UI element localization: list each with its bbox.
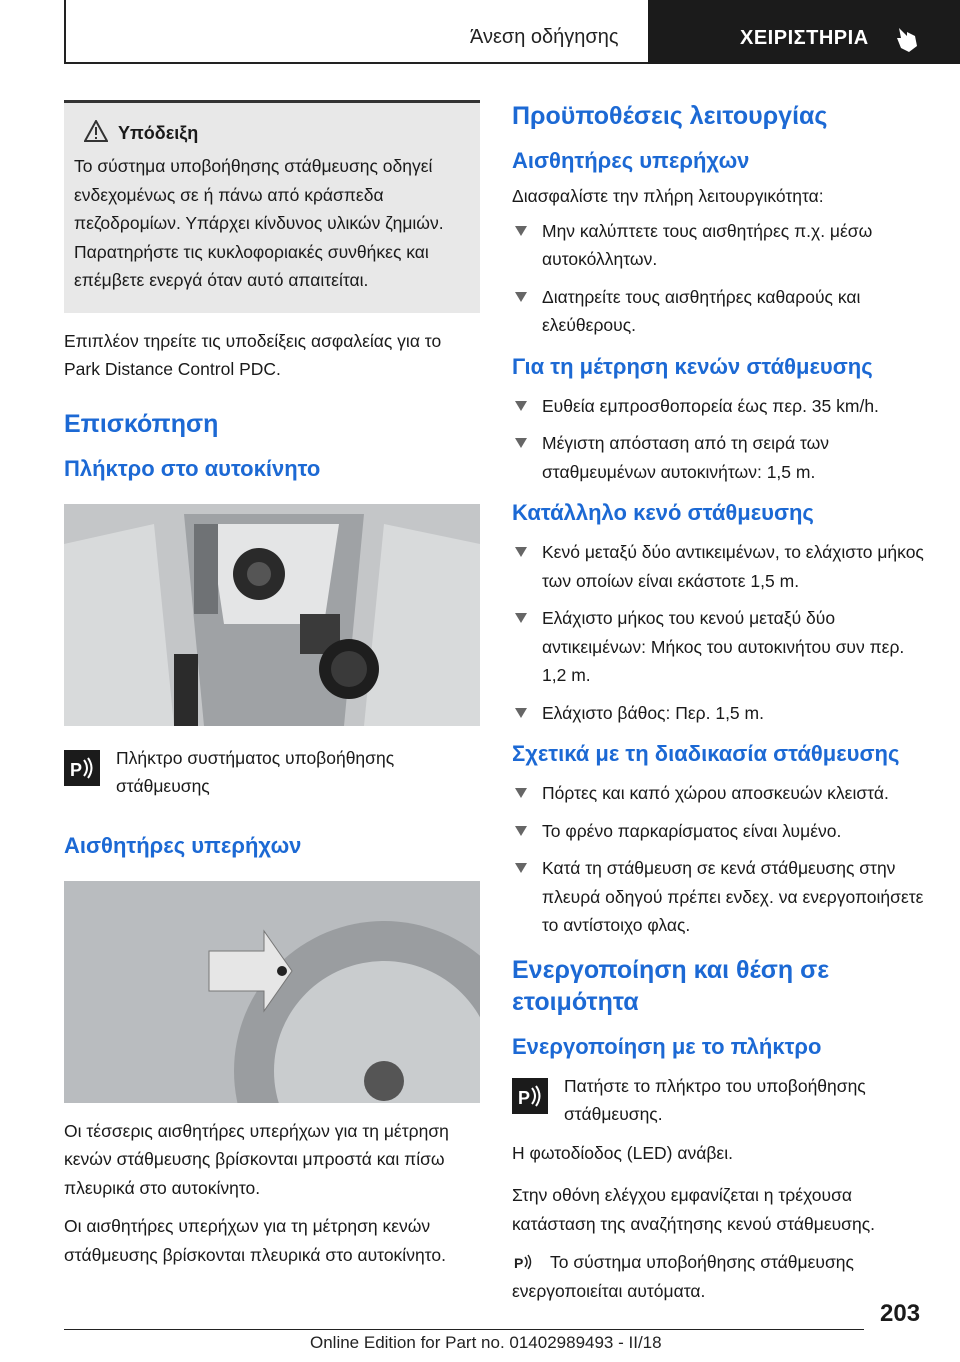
bullet-triangle-icon [515, 613, 527, 623]
sensors-text-2: Οι αισθητήρες υπερήχων για τη μέτρηση κενών στάθμευσης βρίσκονται πλευρικά στο αυτοκίνητο. [64, 1216, 446, 1265]
bullet-triangle-icon [515, 788, 527, 798]
list-item-text: Κατά τη στάθμευση σε κενά στάθμευσης στην πλευρά οδηγού πρέπει ενδεχ. να ενεργοποιήσετε το αντίστοιχο φλας. [542, 858, 924, 935]
gap-heading: Κατάλληλο κενό στάθμευσης [512, 500, 814, 525]
chapter-title: ΧΕΙΡΙΣΤΗΡΙΑ [740, 27, 869, 49]
note-title-wrap [118, 123, 470, 144]
bullet-triangle-icon [515, 226, 527, 236]
list-item-text: Ευθεία εμπροσθοπορεία έως περ. 35 km/h. [542, 395, 879, 416]
bullet-triangle-icon [515, 708, 527, 718]
measure-heading: Για τη μέτρηση κενών στάθμευσης [512, 353, 873, 379]
sensor-photo [64, 881, 480, 1103]
left-column [64, 100, 480, 1269]
list-item-text: Ελάχιστο μήκος του κενού μεταξύ δύο αντικειμένων: Μήκος του αυτοκινήτου συν περ. 1,2 m. [542, 608, 905, 685]
right-column [512, 100, 928, 1305]
list-item [512, 779, 928, 808]
activation-step: Πατήστε το πλήκτρο του υποβοήθησης στάθμευσης. [564, 1075, 866, 1124]
list-item [512, 283, 928, 340]
bullet-triangle-icon [515, 863, 527, 873]
console-button-photo [64, 504, 480, 726]
sensors-intro: Διασφαλίστε την πλήρη λειτουργικότητα: [512, 186, 824, 206]
list-item [512, 392, 928, 421]
page-number: 203 [880, 1300, 921, 1327]
list-item-text: Διατηρείτε τους αισθητήρες καθαρούς και ελεύθερους. [542, 286, 861, 335]
hand-pointer-icon [893, 24, 923, 54]
parking-assist-button-icon [64, 750, 100, 786]
gap-list [512, 538, 928, 727]
header-section-title: Άνεση οδήγησης [470, 26, 619, 48]
bullet-triangle-icon [515, 292, 527, 302]
list-item [512, 604, 928, 690]
button-heading: Πλήκτρο στο αυτοκίνητο [64, 455, 321, 481]
bullet-triangle-icon [515, 438, 527, 448]
svg-text:P: P [518, 1087, 531, 1108]
parking-assist-button-icon [512, 1078, 548, 1114]
list-item-text: Το φρένο παρκαρίσματος είναι λυμένο. [542, 820, 842, 841]
list-item-text: Μέγιστη απόσταση από τη σειρά των σταθμευμένων αυτοκινήτων: 1,5 m. [542, 433, 830, 482]
list-item [512, 817, 928, 846]
list-item-text: Μην καλύπτετε τους αισθητήρες π.χ. μέσω αυτοκόλλητων. [542, 220, 873, 269]
display-text: Στην οθόνη ελέγχου εμφανίζεται η τρέχουσα κατάσταση της αναζήτησης κενού στάθμευσης. [512, 1185, 876, 1234]
button-caption-row [64, 744, 480, 801]
bullet-triangle-icon [515, 826, 527, 836]
list-item [512, 699, 928, 728]
header-rule [64, 62, 648, 64]
edition-note: Online Edition for Part no. 01402989493 - II/18 [310, 1333, 662, 1352]
list-item [512, 217, 928, 274]
bullet-triangle-icon [515, 401, 527, 411]
process-list [512, 779, 928, 940]
list-item-text: Ελάχιστο βάθος: Περ. 1,5 m. [542, 702, 764, 723]
button-caption: Πλήκτρο συστήματος υποβοήθησης στάθμευσης [116, 747, 395, 796]
sensors-list [512, 217, 928, 340]
process-heading: Σχετικά με τη διαδικασία στάθμευσης [512, 741, 900, 766]
sensors-heading: Αισθητήρες υπερήχων [64, 832, 302, 858]
footer-rule [64, 1329, 864, 1330]
list-item-text: Πόρτες και καπό χώρου αποσκευών κλειστά. [542, 783, 889, 803]
header-divider [64, 0, 66, 64]
list-item [512, 429, 928, 486]
measure-list [512, 392, 928, 487]
activation-subheading: Ενεργοποίηση με το πλήκτρο [512, 1033, 822, 1059]
safety-intro: Επιπλέον τηρείτε τις υποδείξεις ασφαλείας για το Park Distance Control PDC. [64, 330, 442, 379]
warning-note [64, 100, 480, 313]
bullet-triangle-icon [515, 547, 527, 557]
list-item [512, 854, 928, 940]
list-item-text: Κενό μεταξύ δύο αντικειμένων, το ελάχιστο μήκος των οποίων είναι εκάστοτε 1,5 m. [542, 542, 924, 591]
parking-assist-small-icon [512, 1250, 536, 1274]
warning-triangle-icon [84, 120, 108, 142]
svg-text:P: P [70, 759, 83, 780]
sensor-illustration [64, 881, 480, 1103]
activation-step-row [512, 1072, 928, 1129]
overview-heading: Επισκόπηση [64, 409, 219, 438]
auto-activation-text [512, 1248, 928, 1305]
chapter-tab [648, 0, 960, 64]
console-illustration [64, 504, 480, 726]
right-sensors-heading: Αισθητήρες υπερήχων [512, 148, 750, 173]
prerequisites-heading: Προϋποθέσεις λειτουργίας [512, 102, 828, 130]
svg-text:P: P [514, 1255, 524, 1271]
note-text: Το σύστημα υποβοήθησης στάθμευσης οδηγεί ενδεχομένως σε ή πάνω από κράσπεδα πεζοδρομίων. Υπάρχει κίνδυνος υλικών ζημιών. Παρατηρήστε τις κυκλοφοριακές συνθήκες και επέμβετε ενεργά όταν αυτό απαιτείται. [74, 156, 444, 290]
activation-heading: Ενεργοποίηση και θέση σε ετοιμότητα [512, 955, 830, 1016]
auto-activation-label: Το σύστημα υποβοήθησης στάθμευσης ενεργοποιείται αυτόματα. [512, 1252, 854, 1301]
sensors-text-1: Οι τέσσερις αισθητήρες υπερήχων για τη μέτρηση κενών στάθμευσης βρίσκονται μπροστά και πίσω πλευρικά στο αυτοκίνητο. [64, 1120, 449, 1198]
list-item [512, 538, 928, 595]
led-text: Η φωτοδίοδος (LED) ανάβει. [512, 1142, 733, 1163]
note-title: Υπόδειξη [118, 123, 199, 143]
